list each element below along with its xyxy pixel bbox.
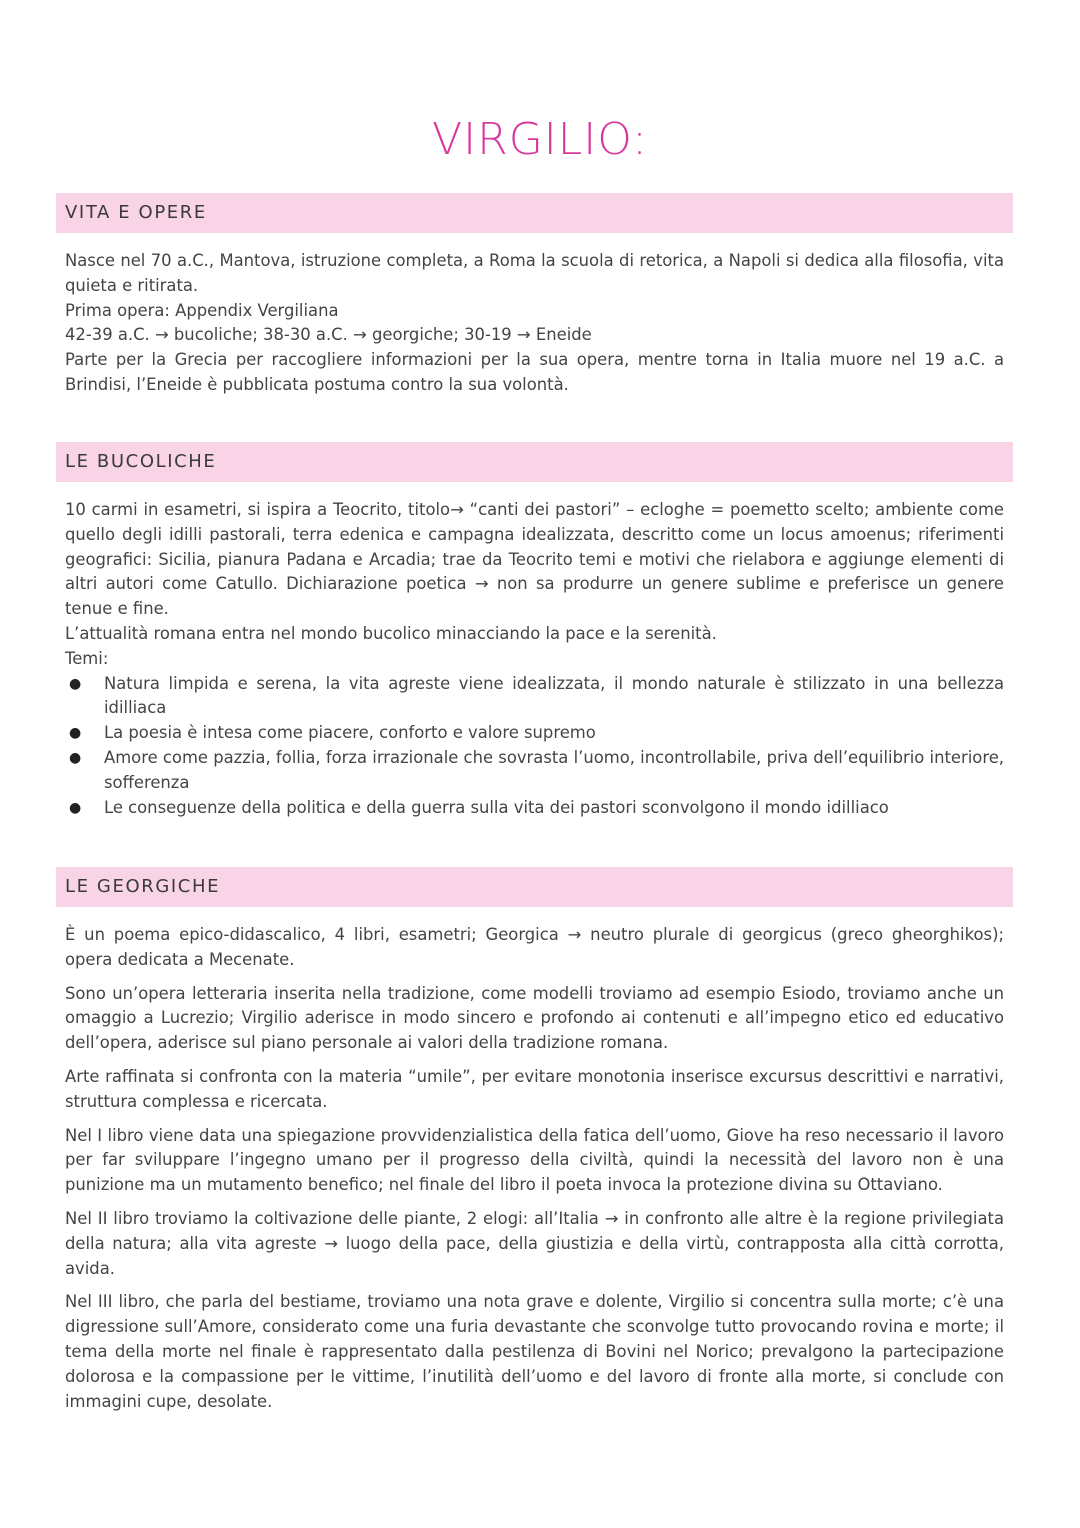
section-vita-e-opere (56, 193, 1013, 398)
bullet-icon: ● (69, 799, 82, 816)
list-item-text: Natura limpida e serena, la vita agreste viene idealizzata, il mondo naturale è stilizzato in una bellezza idilliaca (104, 673, 1004, 718)
list-item-text: Amore come pazzia, follia, forza irrazionale che sovrasta l’uomo, incontrollabile, priva dell’equilibrio interiore, sofferenza (104, 747, 1004, 792)
page-title: VIRGILIO: (432, 114, 648, 165)
paragraph: Prima opera: Appendix Vergiliana (65, 300, 339, 320)
paragraph: Parte per la Grecia per raccogliere informazioni per la sua opera, mentre torna in Italia muore nel 19 a.C. a Brindisi, l’Eneide è pubblicata postuma contro la sua volontà. (65, 350, 1004, 394)
section-body (56, 923, 1013, 1414)
list-item (65, 796, 1004, 821)
paragraph: 10 carmi in esametri, si ispira a Teocrito, titolo→ “canti dei pastori” – ecloghe = poemetto scelto; ambiente come quello degli idilli pastorali, terra edenica e campagna idealizzata, descritto come un locus amoenus; riferimenti geografici: Sicilia, pianura Padana e Arcadia; trae da Teocrito temi e motivi che rielabora e aggiunge elementi di altri autori come Catullo. Dichiarazione poetica → non sa produrre un genere sublime e preferisce un genere tenue e fine. (65, 500, 1004, 619)
section-heading: VITA E OPERE (56, 193, 1013, 233)
list-item (65, 721, 1004, 746)
section-heading: LE GEORGICHE (56, 867, 1013, 907)
paragraph: 42-39 a.C. → bucoliche; 38-30 a.C. → georgiche; 30-19 → Eneide (65, 325, 592, 345)
paragraph: Nasce nel 70 a.C., Mantova, istruzione completa, a Roma la scuola di retorica, a Napoli si dedica alla filosofia, vita quieta e ritirata. (65, 251, 1004, 295)
paragraph: Temi: (65, 648, 109, 668)
section-body (56, 249, 1013, 398)
paragraph: È un poema epico-didascalico, 4 libri, esametri; Georgica → neutro plurale di georgicus (greco gheorghikos); opera dedicata a Mecenate. (65, 925, 1004, 969)
bullet-icon: ● (69, 749, 82, 766)
paragraph: L’attualità romana entra nel mondo bucolico minacciando la pace e la serenità. (65, 623, 717, 643)
list-item-text: La poesia è intesa come piacere, conforto e valore supremo (104, 723, 596, 743)
section-le-bucoliche (56, 442, 1013, 820)
list-item (65, 672, 1004, 722)
paragraph: Arte raffinata si confronta con la materia “umile”, per evitare monotonia inserisce excursus descrittivi e narrativi, struttura complessa e ricercata. (65, 1066, 1004, 1111)
list-item (65, 746, 1004, 796)
paragraph: Nel III libro, che parla del bestiame, troviamo una nota grave e dolente, Virgilio si concentra sulla morte; c’è una digressione sull’Amore, considerato come una furia devastante che sconvolge tutto provocando rovina e morte; il tema della morte nel finale è rappresentato dalla pestilenza di Bovini nel Norico; prevalgono la partecipazione dolorosa e la compassione per le vittime, l’inutilità dell’uomo e del lavoro di fronte alla morte, si conclude con immagini cupe, desolate. (65, 1292, 1004, 1411)
bullet-icon: ● (69, 675, 82, 692)
section-le-georgiche (56, 867, 1013, 1414)
bullet-icon: ● (69, 725, 82, 742)
paragraph: Nel II libro troviamo la coltivazione delle piante, 2 elogi: all’Italia → in confronto alle altre è la regione privilegiata della natura; alla vita agreste → luogo della pace, della giustizia e della virtù, contrapposta alla città corrotta, avida. (65, 1208, 1004, 1278)
themes-list (65, 672, 1004, 821)
paragraph: Sono un’opera letteraria inserita nella tradizione, come modelli troviamo ad esempio Esiodo, troviamo anche un omaggio a Lucrezio; Virgilio aderisce in modo sincero e profondo ai contenuti e all’impegno etico ed educativo dell’opera, aderisce sul piano personale ai valori della tradizione romana. (65, 983, 1004, 1053)
section-heading: LE BUCOLICHE (56, 442, 1013, 482)
paragraph: Nel I libro viene data una spiegazione provvidenzialistica della fatica dell’uomo, Giove ha reso necessario il lavoro per far sviluppare l’ingegno umano per il progresso della civiltà, quindi la necessità del lavoro non è una punizione ma un mutamento benefico; nel finale del libro il poeta invoca la protezione divina su Ottaviano. (65, 1125, 1004, 1195)
list-item-text: Le conseguenze della politica e della guerra sulla vita dei pastori sconvolgono il mondo idilliaco (104, 797, 889, 817)
section-body (56, 498, 1013, 820)
